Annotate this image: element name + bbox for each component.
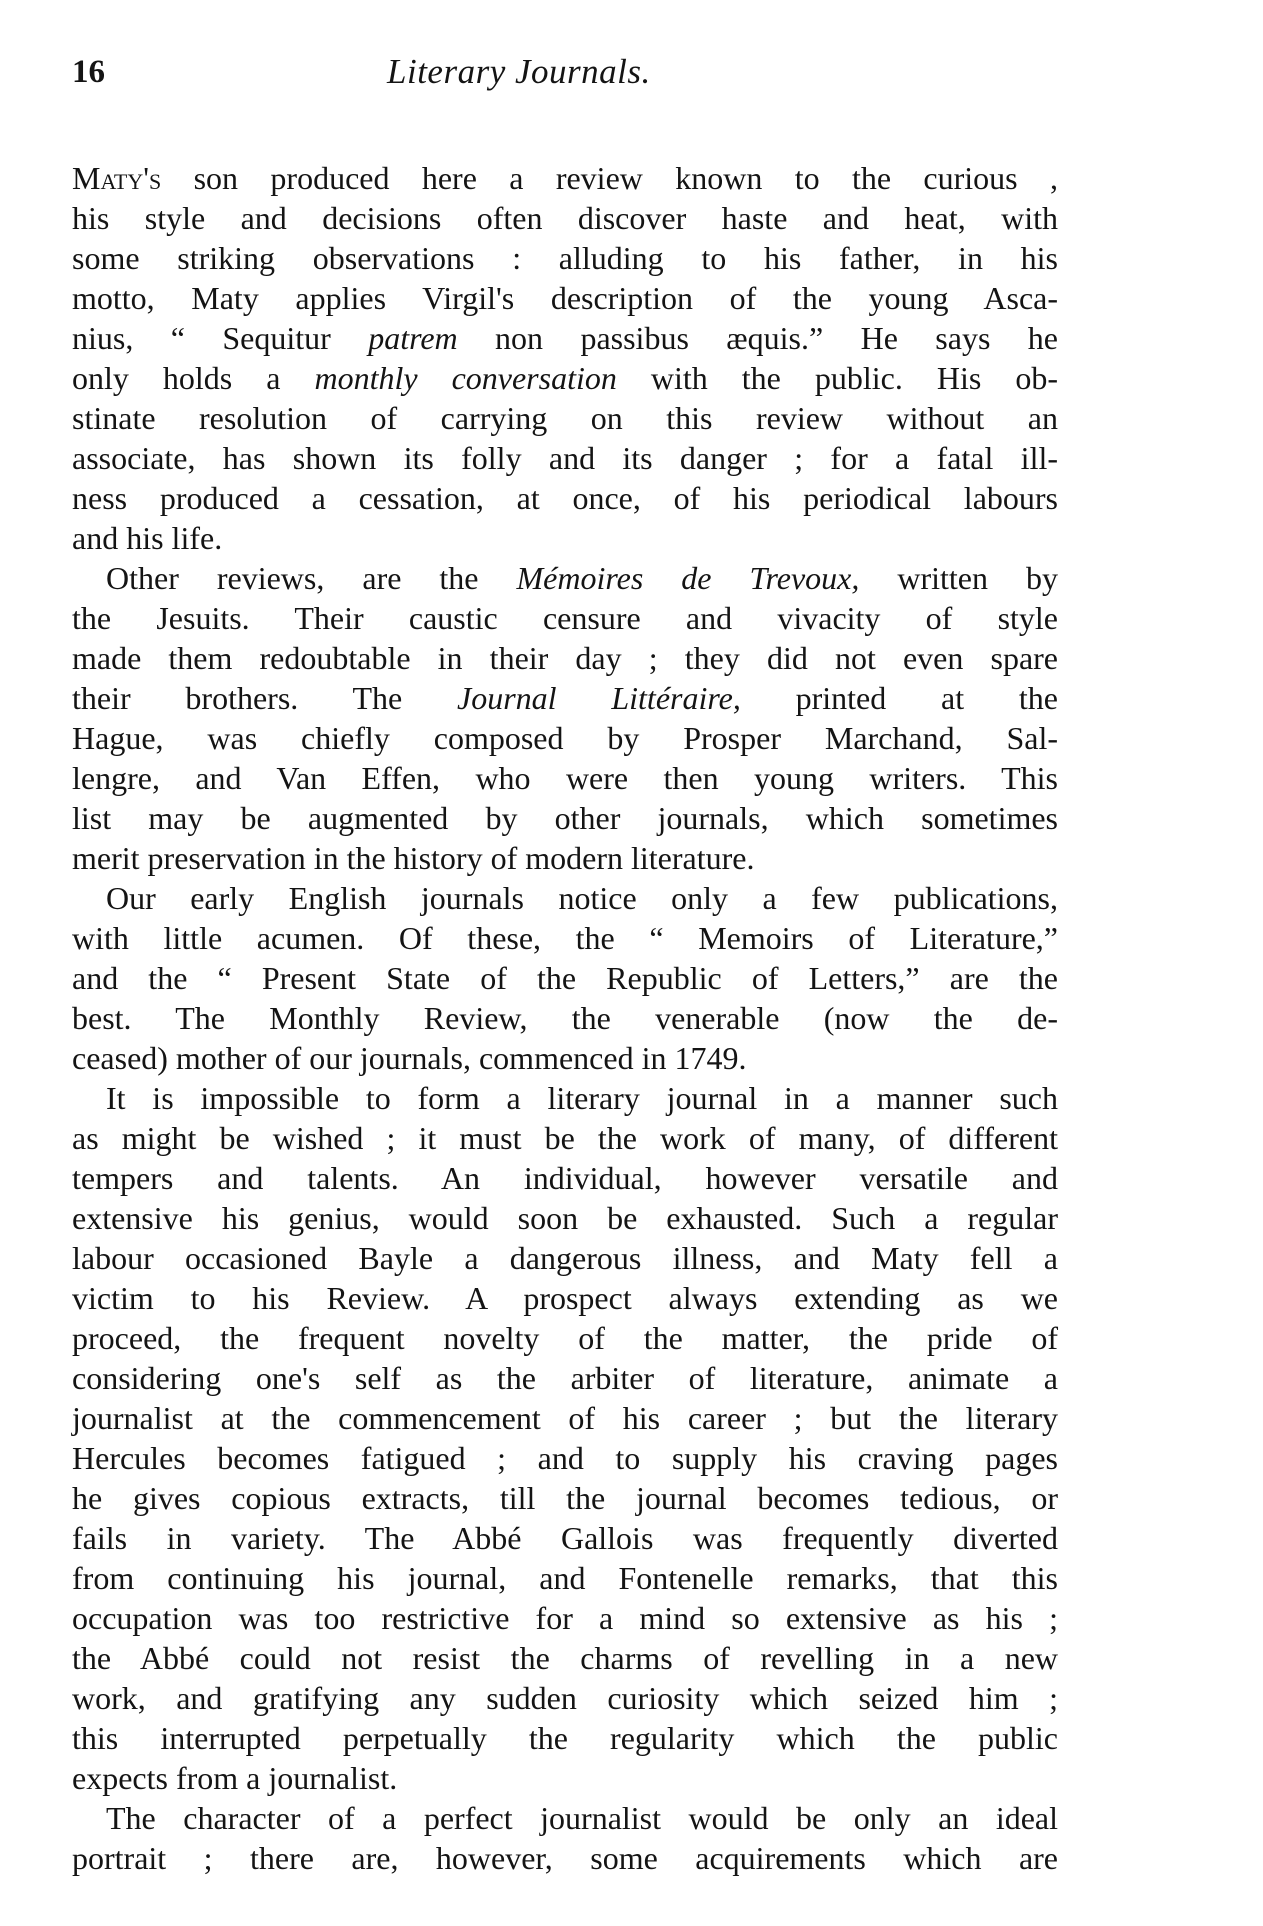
italic-text: Mémoires de Trevoux,	[516, 560, 860, 596]
text-run: and the “ Present State of the Republic of Letters,” are the	[72, 960, 1058, 996]
text-line	[72, 1838, 1058, 1878]
text-line	[72, 838, 1058, 878]
text-run: lengre, and Van Effen, who were then young writers. This	[72, 760, 1058, 796]
text-line	[72, 1798, 1058, 1838]
text-line	[72, 238, 1058, 278]
text-line	[72, 1758, 1058, 1798]
text-run: list may be augmented by other journals, which sometimes	[72, 800, 1058, 836]
text-run: The character of a perfect journalist would be only an ideal	[106, 1800, 1058, 1836]
text-line	[72, 1318, 1058, 1358]
text-run: son produced here a review known to the curious ,	[161, 160, 1058, 196]
text-line	[72, 678, 1058, 718]
paragraph	[72, 1078, 1058, 1798]
text-run: It is impossible to form a literary journal in a manner such	[106, 1080, 1058, 1116]
running-head	[72, 48, 1058, 96]
text-line	[72, 1598, 1058, 1638]
italic-text: Journal Littéraire,	[457, 680, 741, 716]
text-run: portrait ; there are, however, some acquirements which are	[72, 1840, 1058, 1876]
text-run: as might be wished ; it must be the work of many, of different	[72, 1120, 1058, 1156]
text-run: fails in variety. The Abbé Gallois was frequently diverted	[72, 1520, 1058, 1556]
text-run: and his life.	[72, 520, 223, 556]
text-run: Hercules becomes fatigued ; and to supply his craving pages	[72, 1440, 1058, 1476]
text-run: associate, has shown its folly and its danger ; for a fatal ill-	[72, 440, 1058, 476]
text-line	[72, 1038, 1058, 1078]
running-title: Literary Journals.	[387, 52, 651, 91]
text-run: he gives copious extracts, till the journal becomes tedious, or	[72, 1480, 1058, 1516]
text-run: merit preservation in the history of modern literature.	[72, 840, 755, 876]
text-run: victim to his Review. A prospect always extending as we	[72, 1280, 1058, 1316]
text-line	[72, 198, 1058, 238]
text-run: printed at the	[740, 680, 1058, 716]
text-line	[72, 1678, 1058, 1718]
text-run: motto, Maty applies Virgil's description of the young Asca-	[72, 280, 1058, 316]
text-line	[72, 1438, 1058, 1478]
text-run: his style and decisions often discover haste and heat, with	[72, 200, 1058, 236]
text-run: extensive his genius, would soon be exhausted. Such a regular	[72, 1200, 1058, 1236]
text-line	[72, 1118, 1058, 1158]
text-line	[72, 798, 1058, 838]
text-line	[72, 518, 1058, 558]
text-line	[72, 278, 1058, 318]
text-run: best. The Monthly Review, the venerable (now the de-	[72, 1000, 1058, 1036]
text-line	[72, 1638, 1058, 1678]
text-run: some striking observations : alluding to his father, in his	[72, 240, 1058, 276]
text-line	[72, 1478, 1058, 1518]
text-line	[72, 558, 1058, 598]
text-line	[72, 1158, 1058, 1198]
text-line	[72, 1518, 1058, 1558]
text-run: Our early English journals notice only a few publications,	[106, 880, 1058, 916]
paragraph	[72, 878, 1058, 1078]
text-line	[72, 158, 1058, 198]
text-run: with little acumen. Of these, the “ Memoirs of Literature,”	[72, 920, 1058, 956]
text-run: made them redoubtable in their day ; they did not even spare	[72, 640, 1058, 676]
text-line	[72, 1358, 1058, 1398]
text-run: Other reviews, are the	[106, 560, 517, 596]
text-line	[72, 1398, 1058, 1438]
text-line	[72, 1238, 1058, 1278]
text-run: work, and gratifying any sudden curiosity which seized him ;	[72, 1680, 1058, 1716]
text-run: occupation was too restrictive for a mind so extensive as his ;	[72, 1600, 1058, 1636]
text-run: Hague, was chiefly composed by Prosper Marchand, Sal-	[72, 720, 1058, 756]
text-run: expects from a journalist.	[72, 1760, 398, 1796]
text-line	[72, 878, 1058, 918]
paragraph	[72, 558, 1058, 878]
body-text	[72, 158, 1058, 1878]
text-run: tempers and talents. An individual, however versatile and	[72, 1160, 1058, 1196]
text-run: journalist at the commencement of his career ; but the literary	[72, 1400, 1058, 1436]
page-number: 16	[72, 54, 105, 90]
text-line	[72, 1278, 1058, 1318]
text-run: the Jesuits. Their caustic censure and vivacity of style	[72, 600, 1058, 636]
text-line	[72, 1558, 1058, 1598]
text-line	[72, 758, 1058, 798]
text-run: written by	[859, 560, 1058, 596]
text-line	[72, 638, 1058, 678]
text-line	[72, 598, 1058, 638]
text-run: ceased) mother of our journals, commenced in 1749.	[72, 1040, 747, 1076]
text-run: with the public. His ob-	[616, 360, 1059, 396]
text-line	[72, 358, 1058, 398]
text-run: nius, “ Sequitur	[72, 320, 369, 356]
text-run: the Abbé could not resist the charms of revelling in a new	[72, 1640, 1058, 1676]
text-run: non passibus æquis.” He says he	[457, 320, 1059, 356]
paragraph	[72, 1798, 1058, 1878]
text-run: proceed, the frequent novelty of the matter, the pride of	[72, 1320, 1058, 1356]
book-page	[72, 48, 1058, 1878]
text-run: their brothers. The	[72, 680, 458, 716]
text-run: ness produced a cessation, at once, of his periodical labours	[72, 480, 1058, 516]
text-line	[72, 1718, 1058, 1758]
text-run: from continuing his journal, and Fontenelle remarks, that this	[72, 1560, 1058, 1596]
paragraph	[72, 158, 1058, 558]
text-line	[72, 718, 1058, 758]
text-line	[72, 398, 1058, 438]
text-run: only holds a	[72, 360, 315, 396]
italic-text: patrem	[368, 320, 458, 356]
text-run: stinate resolution of carrying on this review without an	[72, 400, 1058, 436]
text-run: this interrupted perpetually the regularity which the public	[72, 1720, 1058, 1756]
text-line	[72, 1198, 1058, 1238]
text-run: considering one's self as the arbiter of literature, animate a	[72, 1360, 1058, 1396]
text-line	[72, 318, 1058, 358]
text-line	[72, 1078, 1058, 1118]
text-line	[72, 478, 1058, 518]
text-run: labour occasioned Bayle a dangerous illness, and Maty fell a	[72, 1240, 1058, 1276]
text-run: Maty's	[72, 160, 162, 196]
text-line	[72, 438, 1058, 478]
text-line	[72, 998, 1058, 1038]
text-line	[72, 958, 1058, 998]
text-line	[72, 918, 1058, 958]
italic-text: monthly conversation	[314, 360, 617, 396]
